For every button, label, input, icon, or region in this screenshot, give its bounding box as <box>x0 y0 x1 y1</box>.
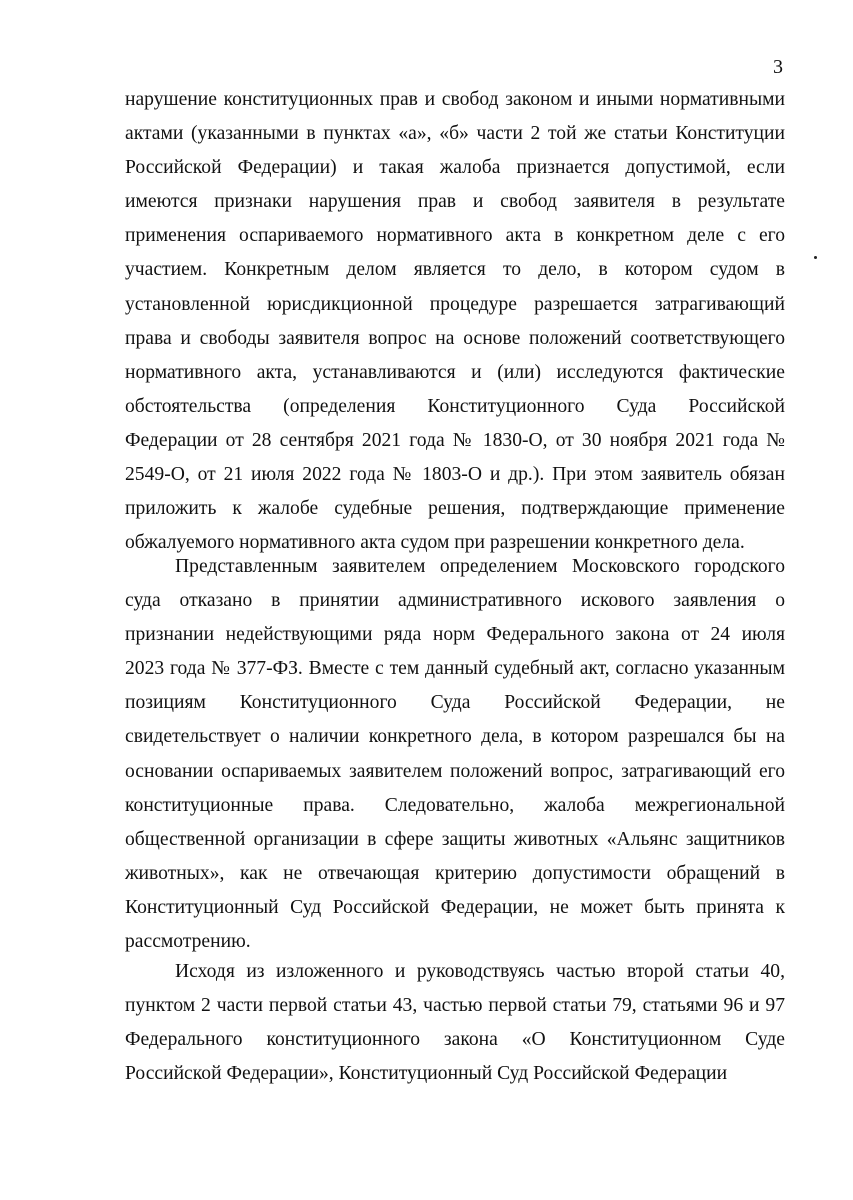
text-line: позициям Конституционного Суда Российской Федерации, не <box>125 692 785 714</box>
text-line: Российской Федерации) и такая жалоба признается допустимой, если <box>125 157 785 179</box>
page-number: 3 <box>773 56 783 78</box>
text-line: признании недействующими ряда норм Федерального закона от 24 июля <box>125 624 785 646</box>
text-line: суда отказано в принятии административного искового заявления о <box>125 590 785 612</box>
text-line: нормативного акта, устанавливаются и (или) исследуются фактические <box>125 361 785 383</box>
text-line: Федерации от 28 сентября 2021 года № 1830-О, от 30 ноября 2021 года № <box>125 429 785 451</box>
text-line: Российской Федерации», Конституционный Суд Российской Федерации <box>125 1063 728 1085</box>
text-line: общественной организации в сфере защиты животных «Альянс защитников <box>125 828 785 850</box>
text-line: основании оспариваемых заявителем положений вопрос, затрагивающий его <box>125 760 785 782</box>
text-line: конституционные права. Следовательно, жалоба межрегиональной <box>125 794 785 816</box>
text-line: нарушение конституционных прав и свобод законом и иными нормативными <box>125 89 785 110</box>
text-line: пунктом 2 части первой статьи 43, частью первой статьи 79, статьями 96 и 97 <box>125 995 785 1017</box>
text-line: приложить к жалобе судебные решения, подтверждающие применение <box>125 498 785 520</box>
text-line: Исходя из изложенного и руководствуясь частью второй статьи 40, <box>175 961 785 982</box>
text-line: 2023 года № 377-ФЗ. Вместе с тем данный судебный акт, согласно указанным <box>125 658 785 680</box>
text-line: Федерального конституционного закона «О Конституционном Суде <box>125 1029 785 1051</box>
text-line: 2549-О, от 21 июля 2022 года № 1803-О и др.). При этом заявитель обязан <box>125 464 785 486</box>
paragraph-2 <box>125 550 785 959</box>
text-line: участием. Конкретным делом является то дело, в котором судом в <box>125 259 785 281</box>
text-line: свидетельствует о наличии конкретного дела, в котором разрешался бы на <box>125 726 785 748</box>
text-line: имеются признаки нарушения прав и свобод заявителя в результате <box>125 191 785 213</box>
text-line: установленной юрисдикционной процедуре разрешается затрагивающий <box>125 293 785 315</box>
text-line: Конституционный Суд Российской Федерации, не может быть принята к <box>125 896 785 918</box>
text-line: обжалуемого нормативного акта судом при разрешении конкретного дела. <box>125 532 745 554</box>
text-line: обстоятельства (определения Конституционного Суда Российской <box>125 395 785 417</box>
paragraph-1 <box>125 83 785 560</box>
text-line: актами (указанными в пунктах «а», «б» части 2 той же статьи Конституции <box>125 123 785 145</box>
paragraph-3 <box>125 955 785 1091</box>
text-line: рассмотрению. <box>125 931 251 953</box>
text-line: применения оспариваемого нормативного акта в конкретном деле с его <box>125 225 785 247</box>
text-line: Представленным заявителем определением Московского городского <box>175 556 785 577</box>
text-line: права и свободы заявителя вопрос на основе положений соответствующего <box>125 327 785 349</box>
text-line: животных», как не отвечающая критерию допустимости обращений в <box>125 862 785 884</box>
scan-speck <box>814 256 817 259</box>
